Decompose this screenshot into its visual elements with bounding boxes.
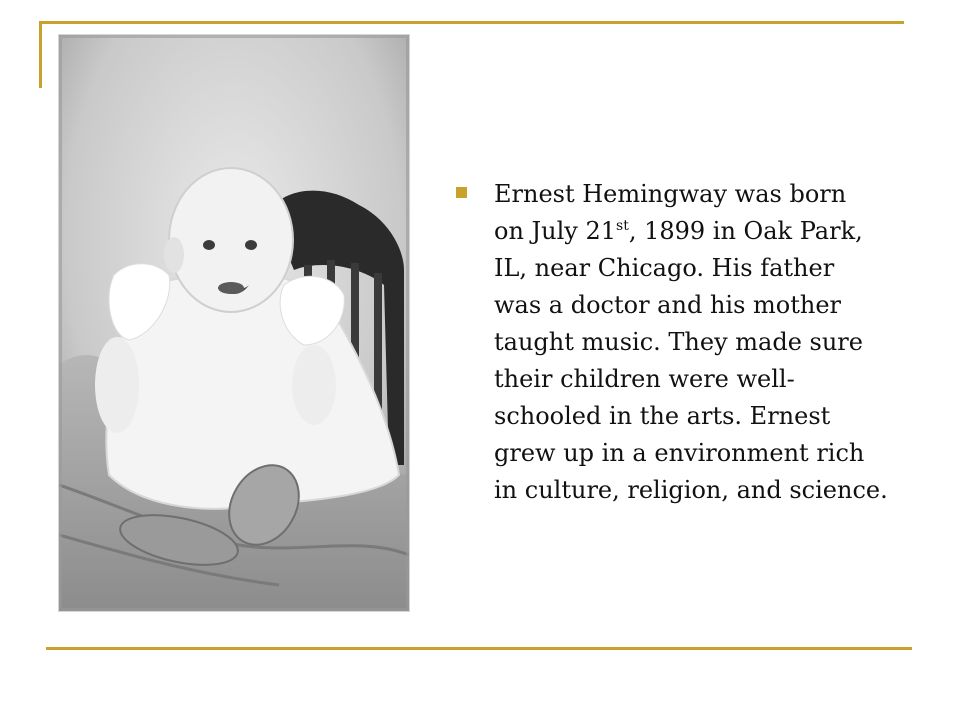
bullet-text	[456, 176, 916, 509]
bullet-item	[456, 176, 916, 509]
bullet-line: their children were well-	[494, 365, 795, 393]
baby-portrait-photo	[58, 34, 410, 612]
bullet-line: taught music. They made sure	[494, 328, 863, 356]
bullet-line: was a doctor and his mother	[494, 291, 842, 319]
bullet-square-icon	[456, 187, 467, 198]
bullet-line: IL, near Chicago. His father	[494, 254, 835, 282]
bullet-line: Ernest Hemingway was born	[494, 180, 847, 208]
bullet-line: grew up in a environment rich	[494, 439, 865, 467]
bullet-line: on July 21st, 1899 in Oak Park,	[494, 217, 863, 245]
top-rule	[40, 21, 904, 24]
ordinal-suffix: st	[616, 218, 629, 234]
left-rule	[39, 21, 42, 88]
bullet-line: in culture, religion, and science.	[494, 476, 888, 504]
baby-portrait-illustration	[59, 35, 409, 611]
bullet-line: schooled in the arts. Ernest	[494, 402, 831, 430]
left-arm	[95, 337, 139, 433]
bottom-rule	[46, 647, 912, 650]
right-arm	[292, 345, 336, 425]
